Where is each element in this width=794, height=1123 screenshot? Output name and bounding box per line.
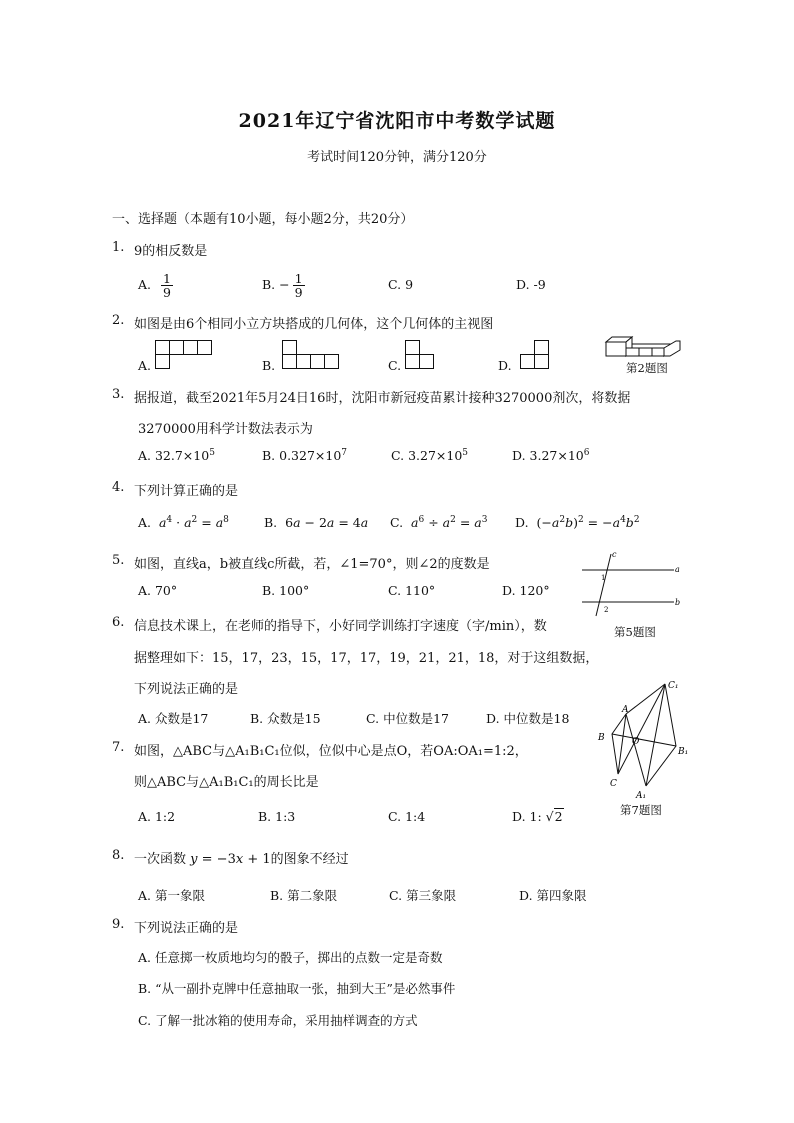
- q9-option-b: B. “从一副扑克牌中任意抽取一张，抽到大王”是必然事件: [138, 981, 456, 996]
- q8-stem: 一次函数 y = −3x + 1的图象不经过: [134, 852, 349, 867]
- q2-number: 2.: [112, 313, 125, 328]
- q5-number: 5.: [112, 553, 125, 568]
- q5-label-1: 1: [601, 574, 606, 582]
- q5-figure-caption: 第5题图: [614, 625, 656, 639]
- q1-stem: 9的相反数是: [134, 244, 208, 259]
- exam-info: 考试时间120分钟，满分120分: [307, 150, 487, 165]
- q6-stem-line2: 据整理如下：15，17，23，15，17，17，19，21，21，18，对于这组数据，: [134, 651, 599, 666]
- q6-stem-line3: 下列说法正确的是: [134, 682, 239, 697]
- q1-option-b: B. − $\frac{1}{9}$: [262, 271, 303, 301]
- q1-option-a: A. $\frac{1}{9}$: [138, 271, 171, 301]
- q5-label-2: 2: [604, 606, 609, 614]
- q3-number: 3.: [112, 387, 125, 402]
- q7-label-B1: B₁: [678, 747, 689, 757]
- q4-option-d: D. $(-a^2b)^2 = -a^4b^2$: [515, 515, 640, 531]
- q7-label-A: A: [622, 705, 629, 715]
- q5-option-c: C. 110°: [388, 583, 436, 598]
- q2-stem: 如图是由6个相同小立方块搭成的几何体，这个几何体的主视图: [134, 317, 494, 332]
- q5-option-d: D. 120°: [502, 583, 550, 598]
- q6-option-c: C. 中位数是17: [366, 711, 449, 726]
- q5-stem: 如图，直线a，b被直线c所截，若，∠1=70°，则∠2的度数是: [134, 557, 490, 572]
- q4-option-a: A. $a^4 \cdot a^2 = a^8$: [138, 515, 229, 531]
- q2-option-c-figure: [405, 340, 437, 370]
- q5-label-a: a: [675, 565, 680, 574]
- q7-number: 7.: [112, 740, 125, 755]
- q8-option-a: A. 第一象限: [138, 888, 205, 903]
- q4-option-b: B. 6a − 2a = 4a: [264, 515, 369, 530]
- q9-option-c: C. 了解一批冰箱的使用寿命，采用抽样调查的方式: [138, 1013, 418, 1028]
- section-heading: 一、选择题（本题有10小题，每小题2分，共20分）: [112, 212, 414, 227]
- q2-option-a-figure: [155, 340, 215, 370]
- q3-stem-line1: 据报道，截至2021年5月24日16时，沈阳市新冠疫苗累计接种3270000剂次，将数据: [134, 391, 631, 406]
- q6-stem-line1: 信息技术课上，在老师的指导下，小好同学训练打字速度（字/min），数: [134, 619, 547, 634]
- q7-stem-line2: 则△ABC与△A₁B₁C₁的周长比是: [134, 775, 319, 790]
- q7-label-C1: C₁: [668, 681, 679, 691]
- q7-figure-caption: 第7题图: [620, 803, 662, 817]
- q1-option-c: C. 9: [388, 277, 414, 292]
- q3-option-d: D. $3.27\times 10^6$: [512, 448, 590, 464]
- q2-option-c-label: C.: [388, 358, 402, 373]
- q7-label-B: B: [598, 733, 605, 743]
- q4-number: 4.: [112, 480, 125, 495]
- q8-number: 8.: [112, 848, 125, 863]
- q5-option-a: A. 70°: [138, 583, 178, 598]
- q6-option-d: D. 中位数是18: [486, 711, 570, 726]
- q8-option-b: B. 第二象限: [270, 888, 338, 903]
- q7-option-d: D. 1: √2: [512, 809, 563, 824]
- q2-option-d-figure: [520, 340, 552, 370]
- q3-stem-line2: 3270000用科学计数法表示为: [138, 422, 313, 437]
- q5-figure: [582, 548, 682, 618]
- q2-option-b-label: B.: [262, 358, 276, 373]
- q8-option-d: D. 第四象限: [519, 888, 587, 903]
- q6-option-b: B. 众数是15: [250, 711, 321, 726]
- q9-number: 9.: [112, 917, 125, 932]
- page-title: 2021年辽宁省沈阳市中考数学试题: [238, 110, 556, 132]
- q6-number: 6.: [112, 615, 125, 630]
- q3-option-a: A. $32.7\times 10^5$: [138, 448, 215, 464]
- q7-option-b: B. 1:3: [258, 809, 296, 824]
- q5-label-c: c: [612, 550, 617, 559]
- q7-option-c: C. 1:4: [388, 809, 426, 824]
- q7-label-O: O: [632, 737, 640, 747]
- q4-option-c: C. $a^6 \div a^2 = a^3$: [390, 515, 488, 531]
- q2-figure-caption: 第2题图: [626, 361, 668, 375]
- q7-label-C: C: [610, 779, 617, 789]
- q2-option-b-figure: [282, 340, 342, 370]
- q9-option-a: A. 任意掷一枚质地均匀的骰子，掷出的点数一定是奇数: [138, 950, 443, 965]
- q2-option-d-label: D.: [498, 358, 512, 373]
- q8-option-c: C. 第三象限: [389, 888, 457, 903]
- q6-option-a: A. 众数是17: [138, 711, 209, 726]
- q3-option-c: C. $3.27\times 10^5$: [391, 448, 469, 464]
- q9-stem: 下列说法正确的是: [134, 921, 239, 936]
- q7-label-A1: A₁: [636, 791, 647, 800]
- q2-solid-figure: [604, 336, 684, 358]
- q4-stem: 下列计算正确的是: [134, 484, 239, 499]
- q1-option-d: D. -9: [516, 277, 546, 292]
- q2-option-a-label: A.: [138, 358, 152, 373]
- q7-option-a: A. 1:2: [138, 809, 176, 824]
- q1-number: 1.: [112, 240, 125, 255]
- q7-figure: [590, 676, 694, 800]
- q5-label-b: b: [675, 598, 681, 607]
- q5-option-b: B. 100°: [262, 583, 310, 598]
- q7-stem-line1: 如图，△ABC与△A₁B₁C₁位似，位似中心是点O，若OA:OA₁=1:2，: [134, 744, 528, 759]
- q3-option-b: B. $0.327\times 10^7$: [262, 448, 348, 464]
